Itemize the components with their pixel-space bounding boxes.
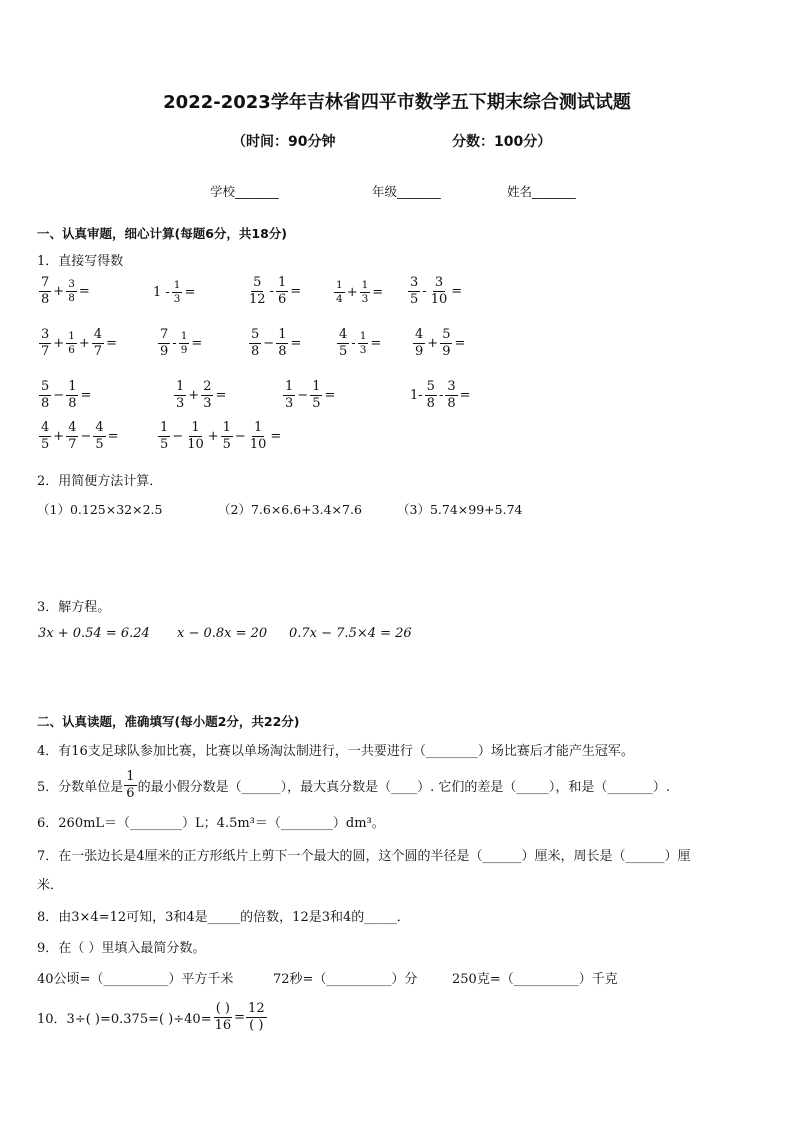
q1-expr: $\frac{4}{5}$ - $\frac{1}{3}$ = bbox=[339, 327, 382, 359]
page-title: 2022-2023学年吉林省四平市数学五下期末综合测试试题 bbox=[163, 92, 631, 113]
q1-expr: $\frac{7}{9}$ - $\frac{1}{9}$ = bbox=[160, 327, 203, 359]
q3-equation: 3x + 0.54 = 6.24 bbox=[38, 626, 150, 641]
q5-text: 5．分数单位是 $\frac{1}{6}$ 的最小假分数是（______），最大真分数是（____）. 它们的差是（_____），和是（_______）. bbox=[37, 769, 670, 801]
q9-text: 9．在（ ）里填入最简分数。 bbox=[37, 941, 206, 956]
q3-label: 3．解方程。 bbox=[37, 600, 111, 615]
q7-text: 7．在一张边长是4厘米的正方形纸片上剪下一个最大的圆，这个圆的半径是（______）厘米，周长是（______）厘 bbox=[37, 849, 691, 864]
q9-item: 250克=（__________）千克 bbox=[452, 972, 618, 987]
q1-expr: $\frac{3}{5}$ - $\frac{3}{10}$ = bbox=[410, 275, 463, 307]
q1-expr: $\frac{4}{5}$ + $\frac{4}{7}$ − $\frac{4}{5}$ = bbox=[41, 420, 119, 452]
q1-expr: $\frac{1}{3}$ − $\frac{1}{5}$ = bbox=[285, 379, 336, 411]
q8-text: 8．由3×4=12可知，3和4是_____的倍数，12是3和4的_____． bbox=[37, 910, 410, 925]
section1-heading: 一、认真审题，细心计算(每题6分，共18分) bbox=[37, 226, 288, 241]
q1-expr: 1 - $\frac{1}{3}$ = bbox=[153, 279, 196, 306]
q1-expr: $\frac{5}{8}$ − $\frac{1}{8}$ = bbox=[41, 379, 92, 411]
section2-heading: 二、认真读题，准确填写(每小题2分，共22分) bbox=[37, 714, 300, 729]
q9-item: 72秒=（__________）分 bbox=[273, 972, 418, 987]
q7-text-cont: 米． bbox=[37, 878, 64, 893]
grade-field: 年级_______ bbox=[372, 184, 441, 199]
time-limit: （时间：90分钟 bbox=[232, 134, 336, 150]
q1-expr: $\frac{3}{7}$ + $\frac{1}{6}$ + $\frac{4}{7}$ = bbox=[41, 327, 117, 359]
q2-item: （1）0.125×32×2.5 bbox=[37, 502, 163, 517]
name-field: 姓名_______ bbox=[507, 184, 576, 199]
q10-text: 10．3÷( )=0.375=( )÷40= $\frac{( )}{16}$ = $\frac{12}{( )}$ bbox=[37, 1001, 265, 1033]
q1-expr: $\frac{1}{4}$ + $\frac{1}{3}$ = bbox=[336, 279, 384, 306]
q9-item: 40公顷=（__________）平方千米 bbox=[37, 972, 234, 987]
q3-equation: 0.7x − 7.5×4 = 26 bbox=[289, 626, 412, 641]
q1-expr: $\frac{5}{12}$ - $\frac{1}{6}$ = bbox=[249, 275, 302, 307]
q1-expr: $\frac{5}{8}$ − $\frac{1}{8}$ = bbox=[251, 327, 302, 359]
q1-expr: $\frac{4}{9}$ + $\frac{5}{9}$ = bbox=[415, 327, 466, 359]
total-score: 分数：100分） bbox=[452, 134, 552, 150]
q1-label: 1．直接写得数 bbox=[37, 254, 124, 269]
q1-expr: $\frac{1}{5}$ − $\frac{1}{10}$ + $\frac{1}{5}$ − $\frac{1}{10}$ = bbox=[160, 420, 282, 452]
q1-expr: $\frac{7}{8}$ + $\frac{3}{8}$ = bbox=[41, 275, 90, 307]
school-field: 学校_______ bbox=[210, 184, 279, 199]
q6-text: 6．260mL＝（________）L；4.5m³＝（________）dm³。 bbox=[37, 816, 385, 831]
q3-equation: x − 0.8x = 20 bbox=[177, 626, 268, 641]
q4-text: 4．有16支足球队参加比赛，比赛以单场淘汰制进行，一共要进行（________）场比赛后才能产生冠军。 bbox=[37, 744, 634, 759]
q1-expr: 1- $\frac{5}{8}$ - $\frac{3}{8}$ = bbox=[410, 379, 471, 411]
q2-item: （3）5.74×99+5.74 bbox=[397, 502, 523, 517]
q1-expr: $\frac{1}{3}$ + $\frac{2}{3}$ = bbox=[176, 379, 227, 411]
q2-item: （2）7.6×6.6+3.4×7.6 bbox=[218, 502, 362, 517]
q2-label: 2．用简便方法计算． bbox=[37, 474, 163, 489]
